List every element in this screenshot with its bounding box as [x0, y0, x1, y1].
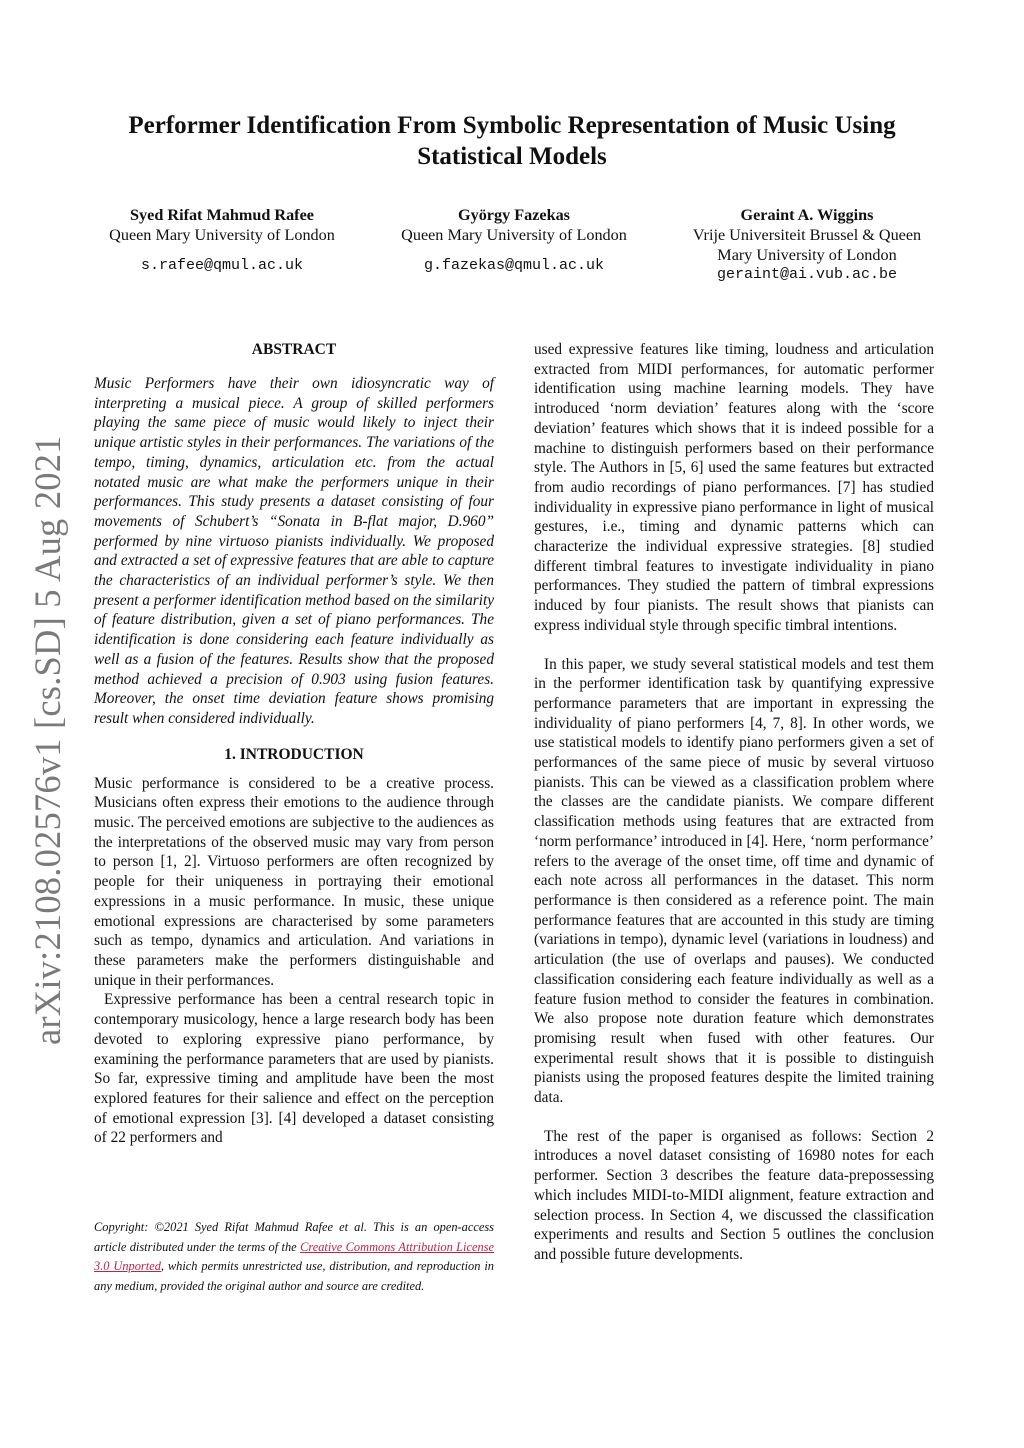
right-paragraph-2: In this paper, we study several statistical models and test them in the performer identification task by quantifying expressive performance parameters that are important in expressing the individuality of piano performers [4, 7, 8]. In other words, we use statistical models to identify piano performers given a set of performances of the same piece of music by several virtuoso pianists. This can be viewed as a classification problem where the classes are the candidate pianists. We compare different classification methods using features that are extracted from ‘norm performance’ introduced in [4]. Here, ‘norm performance’ refers to the average of the onset time, off time and dynamic of each note across all performances in the dataset. This norm performance is then considered as a reference point. The main performance features that are accounted in this study are timing (variations in tempo), dynamic level (variations in loudness) and articulation (the use of overlaps and pauses). We conducted classification considering each feature individually as well as a feature fusion method to consider the features in combination. We also propose note duration feature which demonstrates promising result when fused with other features. Our experimental result shows that it is possible to distinguish pianists using the proposed features despite the limited training data.	[534, 655, 934, 1107]
left-column	[94, 340, 494, 1148]
right-column	[534, 340, 934, 1265]
arxiv-identifier: arXiv:2108.02576v1 [cs.SD] 5 Aug 2021	[27, 435, 68, 1045]
copyright-prefix: Copyright: ©2021 Syed Rifat Mahmud Rafee et al. This is an open-access article distributed under the terms of the	[94, 1220, 494, 1254]
paper-title: Performer Identification From Symbolic Representation of Music Using Statistical Models	[128, 112, 896, 170]
right-paragraph-3: The rest of the paper is organised as follows: Section 2 introduces a novel dataset consisting of 16980 notes for each performer. Section 3 describes the feature data-prepossessing which includes MIDI-to-MIDI alignment, feature extraction and selection process. In Section 4, we discussed the classification experiments and results and Section 5 outlines the conclusion and possible future developments.	[534, 1127, 934, 1263]
intro-paragraph-1: Music performance is considered to be a creative process. Musicians often express their emotions to the audience through music. The perceived emotions are subjective to the audiences as the interpretations of the observed music may vary from person to person [1, 2]. Virtuoso performers are often recognized by people for their uniqueness in portraying their emotional expressions in a music performance. In music, these unique emotional expressions are characterised by some parameters such as tempo, dynamics and articulation. And variations in these parameters make the performers distinguishable and unique in their performances.	[94, 774, 494, 989]
right-paragraph-1: used expressive features like timing, loudness and articulation extracted from MIDI performances, for automatic performer identification using machine learning models. They have introduced ‘norm deviation’ features along with the ‘score deviation’ features which shows that it is indeed possible for a machine to distinguish performers based on their performance style. The Authors in [5, 6] used the same features but extracted from audio recordings of piano performances. [7] has studied individuality in expressive piano performance in light of musical gestures, i.e., timing and dynamic patterns which can characterize the individual expressive strategies. [8] studied different timbral features to investigate individuality in piano performances. They studied the pattern of timbral expressions induced by four pianists. The result shows that pianists can express individual style through specific timbral intentions.	[534, 341, 934, 634]
author-2	[387, 205, 641, 276]
license-link[interactable]: Creative Commons Attribution License 3.0 Unported	[94, 1239, 495, 1274]
abstract-heading: ABSTRACT	[251, 341, 337, 358]
author-email: geraint@ai.vub.ac.be	[716, 266, 898, 283]
author-email: g.fazekas@qmul.ac.uk	[423, 257, 605, 274]
author-3	[677, 205, 937, 285]
author-affiliation: Queen Mary University of London	[109, 226, 335, 244]
introduction-heading: 1. INTRODUCTION	[224, 745, 364, 763]
author-affiliation: Queen Mary University of London	[401, 226, 627, 244]
author-name: György Fazekas	[458, 206, 570, 224]
author-name: Syed Rifat Mahmud Rafee	[130, 206, 314, 224]
author-1	[90, 205, 354, 276]
author-block	[90, 205, 950, 295]
abstract-text: Music Performers have their own idiosyncratic way of interpreting a musical piece. A group of skilled performers playing the same piece of music would likely to inject their unique artistic styles in their performances. The variations of the tempo, timing, dynamics, articulation etc. from the actual notated music are what make the performers unique in their performances. This study presents a dataset consisting of four movements of Schubert’s “Sonata in B-flat major, D.960” performed by nine virtuoso pianists individually. We proposed and extracted a set of expressive features that are able to capture the characteristics of an individual performer’s style. We then present a performer identification method based on the similarity of feature distribution, given a set of piano performances. The identification is done considering each feature individually as well as a fusion of the features. Results show that the proposed method achieved a precision of 0.903 using fusion features. Moreover, the onset time deviation feature shows promising result when considered individually.	[94, 375, 494, 727]
author-name: Geraint A. Wiggins	[740, 206, 874, 224]
author-email: s.rafee@qmul.ac.uk	[140, 257, 304, 274]
copyright-notice	[94, 1218, 494, 1296]
author-affiliation: Vrije Universiteit Brussel & Queen Mary University of London	[692, 226, 922, 264]
copyright-suffix: , which permits unrestricted use, distribution, and reproduction in any medium, provided the original author and source are credited.	[94, 1259, 494, 1293]
intro-paragraph-2: Expressive performance has been a central research topic in contemporary musicology, hence a large research body has been devoted to exploring expressive piano performance, by examining the performance parameters that are used by pianists. So far, expressive timing and amplitude have been the most explored features for their salience and effect on the perception of emotional expression [3]. [4] developed a dataset consisting of 22 performers and	[94, 991, 494, 1147]
